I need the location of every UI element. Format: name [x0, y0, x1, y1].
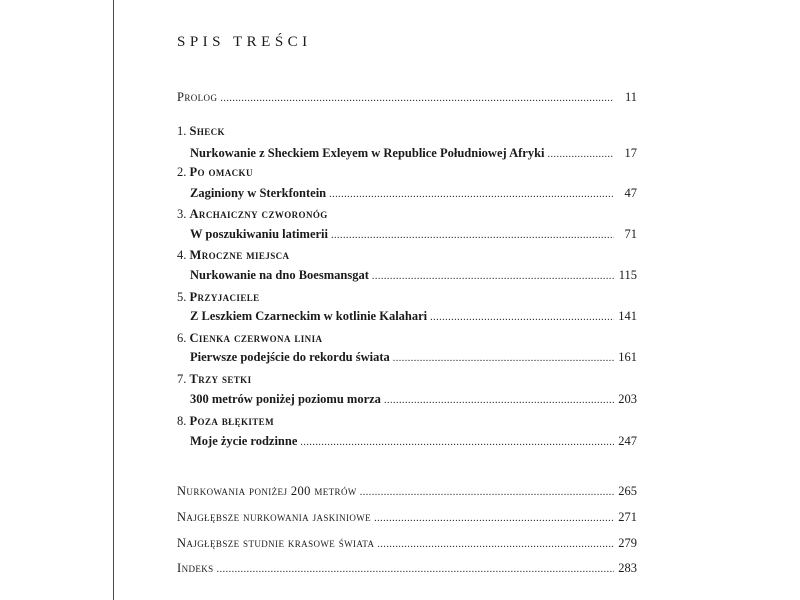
toc-entry-chapter[interactable] — [190, 392, 637, 407]
chapter-heading[interactable] — [177, 372, 637, 387]
chapter-subtitle: Z Leszkiem Czarneckim w kotlinie Kalahari — [190, 309, 428, 323]
chapter-subtitle: Nurkowanie na dno Boesmansgat — [190, 268, 369, 282]
chapter-title: Przyjaciele — [189, 290, 260, 304]
page-number: 203 — [618, 392, 637, 406]
page-title: SPIS TREŚCI — [177, 34, 312, 50]
toc-entry-appendix[interactable] — [177, 510, 637, 525]
toc-entry-chapter[interactable] — [190, 186, 637, 201]
toc-entry-chapter[interactable] — [190, 434, 637, 449]
toc-entry-prolog[interactable] — [177, 90, 637, 105]
chapter-heading[interactable] — [177, 248, 637, 263]
chapter-number: 7. — [177, 372, 187, 386]
page-number: 271 — [618, 510, 637, 524]
toc-entry-label: Indeks — [177, 561, 214, 575]
dot-leader — [548, 149, 614, 160]
page-number: 265 — [618, 484, 637, 498]
page-number: 141 — [618, 309, 637, 323]
chapter-title: Mroczne miejsca — [189, 248, 290, 262]
toc-entry-chapter[interactable] — [190, 268, 637, 283]
page-edge-rule — [113, 0, 114, 600]
toc-entry-label: Najgłębsze studnie krasowe świata — [177, 536, 375, 550]
dot-leader — [430, 312, 614, 323]
page-number: 71 — [624, 227, 637, 241]
dot-leader — [331, 230, 614, 241]
dot-leader — [300, 437, 614, 448]
page-number: 283 — [618, 561, 637, 575]
page-number: 17 — [624, 146, 637, 160]
dot-leader — [372, 271, 614, 282]
chapter-title: Sheck — [189, 124, 225, 138]
toc-entry-chapter[interactable] — [190, 146, 637, 161]
dot-leader — [360, 487, 614, 498]
dot-leader — [377, 539, 614, 550]
chapter-subtitle: Moje życie rodzinne — [190, 434, 298, 448]
dot-leader — [217, 564, 614, 575]
dot-leader — [329, 189, 614, 200]
toc-entry-chapter[interactable] — [190, 309, 637, 324]
toc-entry-label: Najgłębsze nurkowania jaskiniowe — [177, 510, 372, 524]
chapter-heading[interactable] — [177, 290, 637, 305]
chapter-number: 2. — [177, 165, 187, 179]
chapter-heading[interactable] — [177, 207, 637, 222]
chapter-title: Cienka czerwona linia — [189, 331, 323, 345]
chapter-title: Po omacku — [189, 165, 253, 179]
page-number: 47 — [624, 186, 637, 200]
chapter-number: 5. — [177, 290, 187, 304]
dot-leader — [384, 395, 614, 406]
chapter-subtitle: W poszukiwaniu latimerii — [190, 227, 328, 241]
page-number: 279 — [618, 536, 637, 550]
chapter-subtitle: Nurkowanie z Sheckiem Exleyem w Republice Południowej Afryki — [190, 146, 545, 160]
chapter-title: Trzy setki — [189, 372, 252, 386]
chapter-title: Poza błękitem — [189, 414, 274, 428]
chapter-number: 6. — [177, 331, 187, 345]
chapter-subtitle: Zaginiony w Sterkfontein — [190, 186, 327, 200]
chapter-heading[interactable] — [177, 165, 637, 180]
chapter-title: Archaiczny czworonóg — [189, 207, 328, 221]
chapter-number: 8. — [177, 414, 187, 428]
chapter-heading[interactable] — [177, 124, 637, 139]
page-number: 161 — [618, 350, 637, 364]
toc-entry-index[interactable] — [177, 561, 637, 576]
toc-entry-appendix[interactable] — [177, 484, 637, 499]
chapter-number: 1. — [177, 124, 187, 138]
page-number: 11 — [624, 90, 637, 104]
page-number: 247 — [618, 434, 637, 448]
chapter-heading[interactable] — [177, 331, 637, 346]
chapter-number: 3. — [177, 207, 187, 221]
page-number: 115 — [618, 268, 637, 282]
chapter-number: 4. — [177, 248, 187, 262]
toc-entry-label: Prolog — [177, 90, 218, 104]
toc-entry-chapter[interactable] — [190, 227, 637, 242]
chapter-subtitle: 300 metrów poniżej poziomu morza — [190, 392, 381, 406]
dot-leader — [393, 353, 614, 364]
chapter-subtitle: Pierwsze podejście do rekordu świata — [190, 350, 390, 364]
chapter-heading[interactable] — [177, 414, 637, 429]
toc-entry-chapter[interactable] — [190, 350, 637, 365]
toc-entry-appendix[interactable] — [177, 536, 637, 551]
dot-leader — [220, 93, 614, 104]
dot-leader — [374, 513, 614, 524]
toc-entry-label: Nurkowania poniżej 200 metrów — [177, 484, 357, 498]
